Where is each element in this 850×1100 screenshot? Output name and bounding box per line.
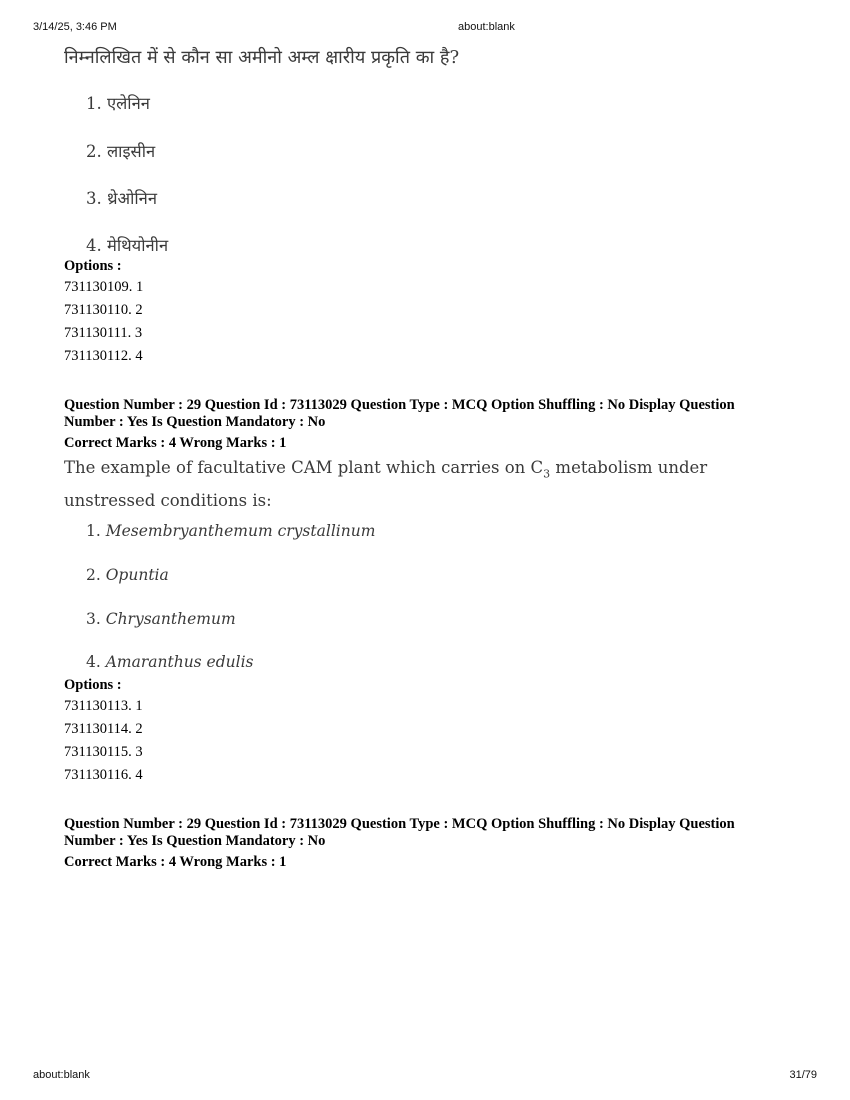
option-english-4 [86,653,254,671]
option-id: 731130110. 2 [64,302,143,318]
question-text-english [64,454,764,514]
options-label: Options : [64,677,122,693]
option-text: Chrysanthemum [105,610,236,628]
option-text: Amaranthus edulis [105,653,254,671]
page-number: 31/79 [789,1069,817,1081]
question-marks: Correct Marks : 4 Wrong Marks : 1 [64,854,287,870]
question-subscript: 3 [543,467,551,481]
option-id: 731130112. 4 [64,348,143,364]
option-english-3 [86,610,236,628]
option-id: 731130115. 3 [64,744,143,760]
question-text-part: The example of facultative CAM plant which carries on C [64,458,544,477]
option-text: Opuntia [105,566,169,584]
option-id: 731130114. 2 [64,721,143,737]
option-id: 731130111. 3 [64,325,143,341]
question-meta-line: Number : Yes Is Question Mandatory : No [64,833,326,849]
question-meta-line: Question Number : 29 Question Id : 73113029 Question Type : MCQ Option Shuffling : No Display Question [64,397,735,413]
question-text-part: metabolism under unstressed conditions is: [64,458,708,511]
question-meta-line: Number : Yes Is Question Mandatory : No [64,414,326,430]
footer-url: about:blank [33,1069,90,1081]
option-hindi-4: 4. मेथियोनीन [86,236,169,255]
option-hindi-1: 1. एलेनिन [86,94,150,113]
option-number: 1. [86,522,106,540]
option-hindi-3: 3. थ्रेओनिन [86,189,157,208]
print-datetime: 3/14/25, 3:46 PM [33,21,117,33]
option-english-1 [86,522,375,540]
option-id: 731130113. 1 [64,698,143,714]
option-hindi-2: 2. लाइसीन [86,142,156,161]
question-meta [64,397,784,431]
question-marks: Correct Marks : 4 Wrong Marks : 1 [64,435,287,451]
option-id: 731130116. 4 [64,767,143,783]
option-id: 731130109. 1 [64,279,144,295]
question-text-hindi: निम्नलिखित में से कौन सा अमीनो अम्ल क्षारीय प्रकृति का है? [64,47,460,68]
option-english-2 [86,566,169,584]
print-url: about:blank [458,21,515,33]
option-number: 3. [86,610,106,628]
option-number: 4. [86,653,106,671]
option-number: 2. [86,566,106,584]
question-meta-line: Question Number : 29 Question Id : 73113029 Question Type : MCQ Option Shuffling : No Display Question [64,816,735,832]
question-meta [64,816,784,850]
option-text: Mesembryanthemum crystallinum [105,522,376,540]
options-label: Options : [64,258,122,274]
